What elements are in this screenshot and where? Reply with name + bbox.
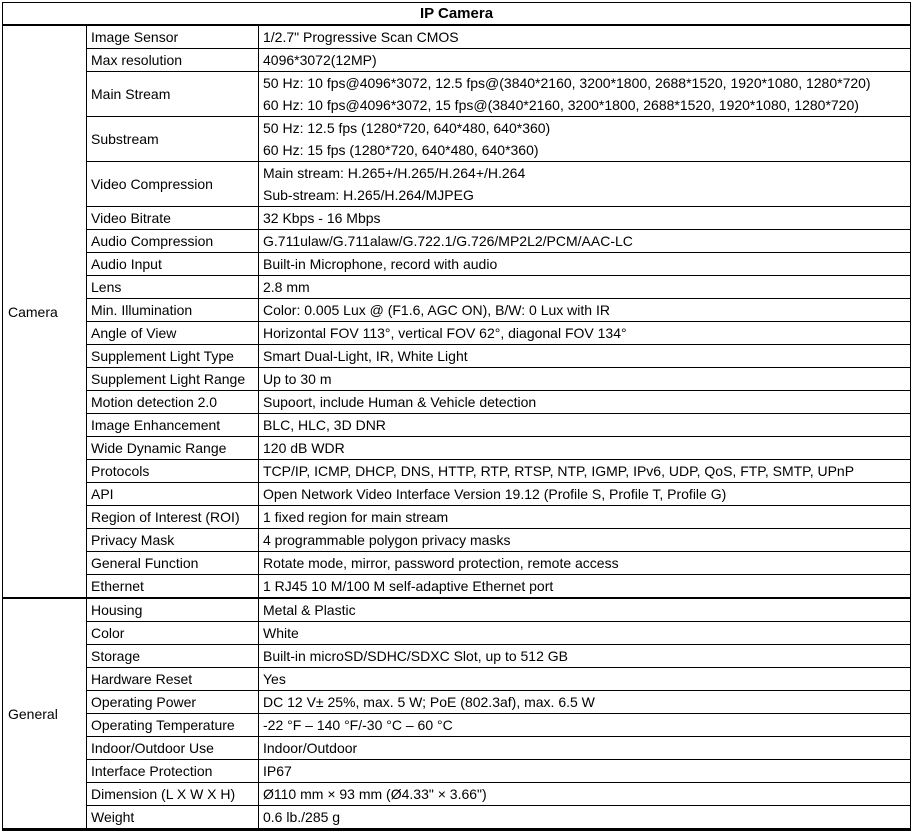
- spec-value: [259, 230, 911, 253]
- spec-label: Supplement Light Range: [87, 368, 259, 391]
- spec-value: [259, 162, 911, 207]
- spec-value-line: 60 Hz: 15 fps (1280*720, 640*480, 640*360): [263, 142, 539, 158]
- spec-row: [3, 414, 911, 437]
- spec-value-line: TCP/IP, ICMP, DHCP, DNS, HTTP, RTP, RTSP, NTP, IGMP, IPv6, UDP, QoS, FTP, SMTP, UPnP: [263, 463, 855, 479]
- spec-value: [259, 460, 911, 483]
- spec-row: [3, 691, 911, 714]
- spec-row: [3, 276, 911, 299]
- spec-label: Wide Dynamic Range: [87, 437, 259, 460]
- spec-value-line: Built-in microSD/SDHC/SDXC Slot, up to 512 GB: [263, 648, 568, 664]
- spec-value: [259, 552, 911, 575]
- spec-row: [3, 322, 911, 345]
- spec-value: [259, 72, 911, 117]
- spec-label: Video Bitrate: [87, 207, 259, 230]
- spec-label: Audio Input: [87, 253, 259, 276]
- spec-label: Hardware Reset: [87, 668, 259, 691]
- spec-row: [3, 598, 911, 622]
- spec-value-line: Sub-stream: H.265/H.264/MJPEG: [263, 187, 474, 203]
- spec-label: Indoor/Outdoor Use: [87, 737, 259, 760]
- spec-value-line: Rotate mode, mirror, password protection, remote access: [263, 555, 619, 571]
- spec-value-line: Smart Dual-Light, IR, White Light: [263, 348, 468, 364]
- spec-label: Interface Protection: [87, 760, 259, 783]
- spec-value: [259, 783, 911, 806]
- spec-row: [3, 506, 911, 529]
- spec-value-line: Metal & Plastic: [263, 602, 356, 618]
- spec-row: [3, 253, 911, 276]
- spec-value-line: Built-in Microphone, record with audio: [263, 256, 498, 272]
- spec-value-line: 1 fixed region for main stream: [263, 509, 449, 525]
- spec-label: Video Compression: [87, 162, 259, 207]
- spec-label: Max resolution: [87, 49, 259, 72]
- spec-label: General Function: [87, 552, 259, 575]
- spec-value-line: IP67: [263, 763, 292, 779]
- table-title-row: [3, 3, 911, 26]
- spec-value: [259, 253, 911, 276]
- spec-value-line: Yes: [263, 671, 286, 687]
- spec-value: [259, 622, 911, 645]
- spec-value: [259, 575, 911, 599]
- spec-value-line: 50 Hz: 12.5 fps (1280*720, 640*480, 640*360): [263, 120, 551, 136]
- spec-label: Image Enhancement: [87, 414, 259, 437]
- spec-label: Supplement Light Type: [87, 345, 259, 368]
- spec-label: Dimension (L X W X H): [87, 783, 259, 806]
- spec-value-line: Color: 0.005 Lux @ (F1.6, AGC ON), B/W: 0 Lux with IR: [263, 302, 610, 318]
- spec-row: [3, 460, 911, 483]
- spec-value: [259, 49, 911, 72]
- spec-label: API: [87, 483, 259, 506]
- spec-value: [259, 529, 911, 552]
- spec-value: [259, 806, 911, 830]
- spec-value-line: 4 programmable polygon privacy masks: [263, 532, 511, 548]
- spec-label: Storage: [87, 645, 259, 668]
- spec-row: [3, 117, 911, 162]
- spec-value-line: 2.8 mm: [263, 279, 310, 295]
- spec-row: [3, 299, 911, 322]
- spec-row: [3, 529, 911, 552]
- spec-row: [3, 72, 911, 117]
- spec-row: [3, 714, 911, 737]
- spec-row: [3, 737, 911, 760]
- spec-row: [3, 162, 911, 207]
- spec-value: [259, 737, 911, 760]
- spec-value: [259, 506, 911, 529]
- spec-value-line: 32 Kbps - 16 Mbps: [263, 210, 381, 226]
- spec-row: [3, 49, 911, 72]
- section-group-label: Camera: [3, 25, 87, 598]
- spec-label: Region of Interest (ROI): [87, 506, 259, 529]
- spec-value: [259, 391, 911, 414]
- spec-label: Image Sensor: [87, 25, 259, 49]
- spec-value: [259, 117, 911, 162]
- spec-row: [3, 668, 911, 691]
- spec-label: Privacy Mask: [87, 529, 259, 552]
- spec-value-line: 60 Hz: 10 fps@4096*3072, 15 fps@(3840*2160, 3200*1800, 2688*1520, 1920*1080, 1280*720): [263, 97, 859, 113]
- spec-value-line: BLC, HLC, 3D DNR: [263, 417, 386, 433]
- spec-label: Substream: [87, 117, 259, 162]
- spec-value: [259, 345, 911, 368]
- spec-row: [3, 368, 911, 391]
- spec-row: [3, 645, 911, 668]
- spec-label: Ethernet: [87, 575, 259, 599]
- spec-value-line: 120 dB WDR: [263, 440, 345, 456]
- spec-value-line: 1 RJ45 10 M/100 M self-adaptive Ethernet port: [263, 578, 554, 594]
- spec-value: [259, 668, 911, 691]
- spec-value: [259, 414, 911, 437]
- spec-value-line: Indoor/Outdoor: [263, 740, 358, 756]
- spec-row: [3, 783, 911, 806]
- spec-label: Angle of View: [87, 322, 259, 345]
- spec-row: [3, 230, 911, 253]
- spec-value: [259, 299, 911, 322]
- table-title: IP Camera: [3, 3, 911, 26]
- spec-value-line: Supoort, include Human & Vehicle detection: [263, 394, 537, 410]
- spec-value: [259, 691, 911, 714]
- spec-label: Min. Illumination: [87, 299, 259, 322]
- spec-row: [3, 25, 911, 49]
- spec-row: [3, 437, 911, 460]
- spec-row: [3, 391, 911, 414]
- spec-label: Audio Compression: [87, 230, 259, 253]
- spec-value-line: Main stream: H.265+/H.265/H.264+/H.264: [263, 165, 526, 181]
- spec-row: [3, 575, 911, 599]
- spec-value-line: Horizontal FOV 113°, vertical FOV 62°, diagonal FOV 134°: [263, 325, 627, 341]
- spec-row: [3, 207, 911, 230]
- spec-label: Operating Power: [87, 691, 259, 714]
- spec-value-line: 1/2.7" Progressive Scan CMOS: [263, 29, 459, 45]
- spec-value-line: G.711ulaw/G.711alaw/G.722.1/G.726/MP2L2/PCM/AAC-LC: [263, 233, 633, 249]
- spec-value: [259, 207, 911, 230]
- spec-label: Motion detection 2.0: [87, 391, 259, 414]
- spec-label: Protocols: [87, 460, 259, 483]
- spec-value-line: 4096*3072(12MP): [263, 52, 377, 68]
- spec-value-line: Open Network Video Interface Version 19.12 (Profile S, Profile T, Profile G): [263, 486, 727, 502]
- spec-row: [3, 483, 911, 506]
- spec-value: [259, 25, 911, 49]
- spec-value: [259, 368, 911, 391]
- spec-value: [259, 714, 911, 737]
- spec-value: [259, 598, 911, 622]
- spec-value: [259, 760, 911, 783]
- spec-row: [3, 345, 911, 368]
- spec-value-line: 50 Hz: 10 fps@4096*3072, 12.5 fps@(3840*2160, 3200*1800, 2688*1520, 1920*1080, 1280*720): [263, 75, 871, 91]
- spec-value: [259, 483, 911, 506]
- spec-label: Color: [87, 622, 259, 645]
- spec-label: Main Stream: [87, 72, 259, 117]
- spec-value: [259, 437, 911, 460]
- spec-row: [3, 806, 911, 830]
- spec-value-line: -22 °F – 140 °F/-30 °C – 60 °C: [263, 717, 453, 733]
- section-group-label: General: [3, 598, 87, 830]
- spec-value-line: Up to 30 m: [263, 371, 332, 387]
- spec-value-line: Ø110 mm × 93 mm (Ø4.33" × 3.66"): [263, 786, 487, 802]
- spec-value: [259, 322, 911, 345]
- spec-label: Operating Temperature: [87, 714, 259, 737]
- spec-label: Lens: [87, 276, 259, 299]
- spec-label: Weight: [87, 806, 259, 830]
- spec-label: Housing: [87, 598, 259, 622]
- ip-camera-spec-table: [2, 2, 911, 831]
- spec-row: [3, 552, 911, 575]
- spec-row: [3, 622, 911, 645]
- spec-value: [259, 276, 911, 299]
- spec-value-line: 0.6 lb./285 g: [263, 809, 341, 825]
- spec-value-line: White: [263, 625, 299, 641]
- spec-table-body: [3, 25, 911, 830]
- spec-row: [3, 760, 911, 783]
- spec-value-line: DC 12 V± 25%, max. 5 W; PoE (802.3af), max. 6.5 W: [263, 694, 595, 710]
- spec-value: [259, 645, 911, 668]
